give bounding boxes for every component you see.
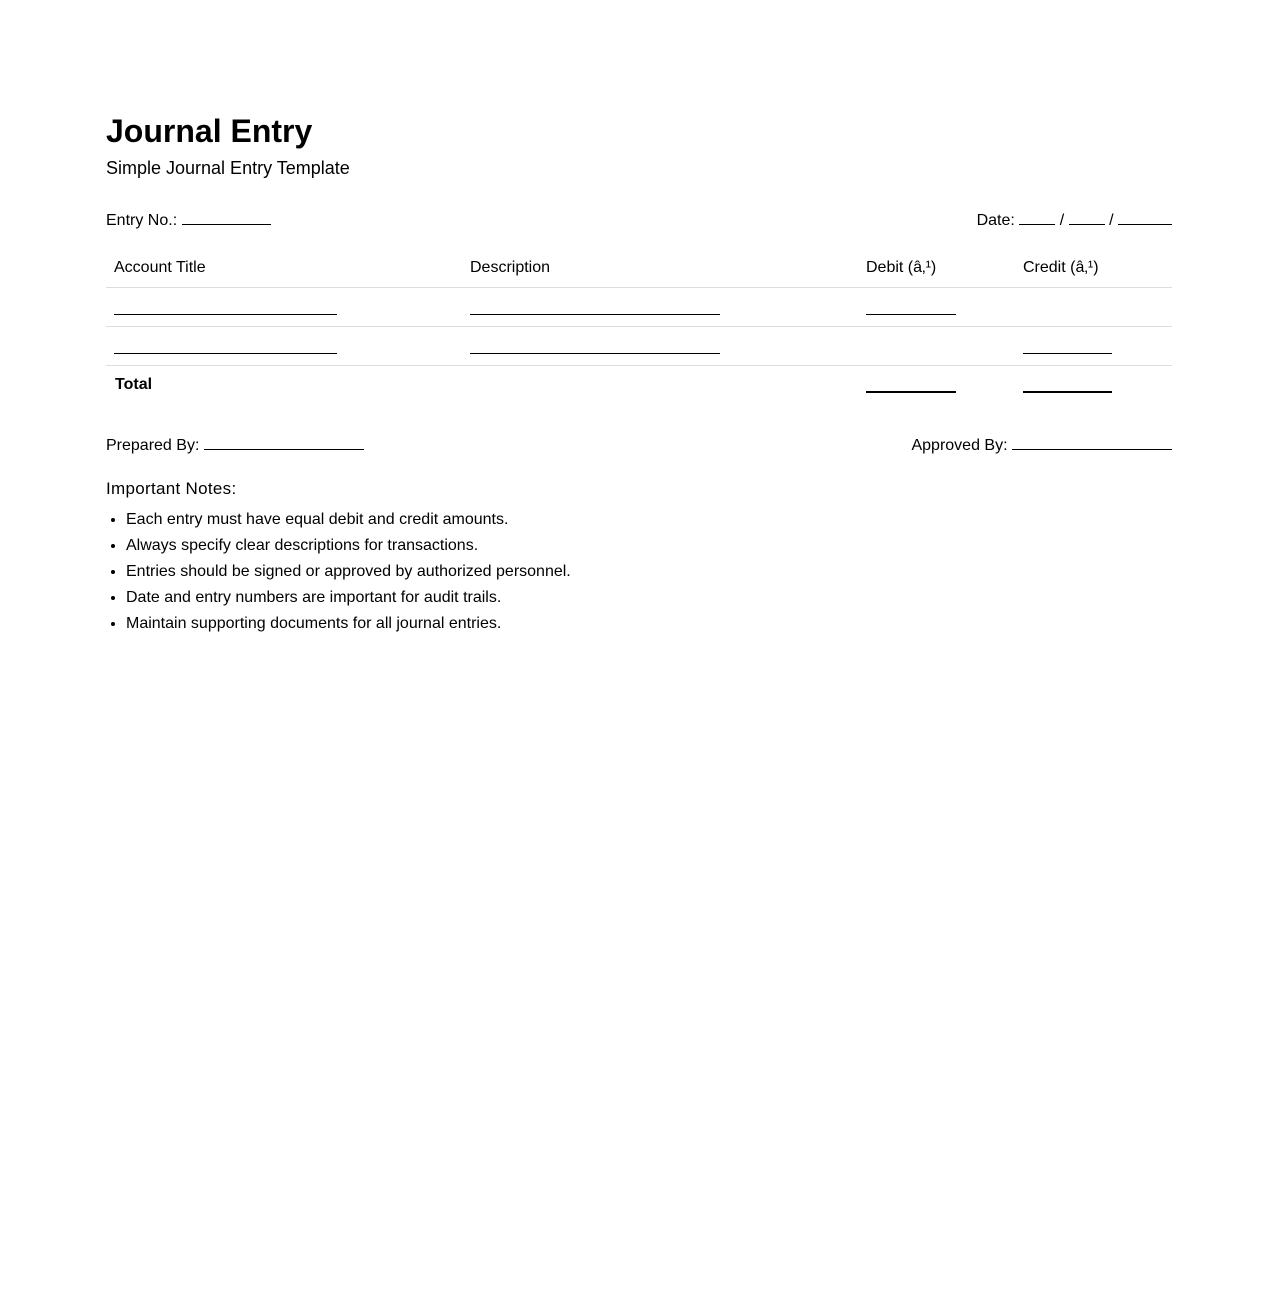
account-title-cell bbox=[106, 327, 462, 366]
credit-amount-blank bbox=[1023, 353, 1112, 354]
entry-number-label: Entry No.: bbox=[106, 212, 178, 229]
table-header-row bbox=[106, 248, 1172, 288]
prepared-by-blank bbox=[204, 435, 364, 450]
approved-by-label: Approved By: bbox=[911, 437, 1008, 454]
list-item: • Date and entry numbers are important for audit trails. bbox=[126, 585, 571, 611]
credit-cell bbox=[1015, 288, 1172, 327]
table-row-credit bbox=[106, 327, 1172, 366]
account-title-blank bbox=[114, 353, 337, 354]
list-item: • Always specify clear descriptions for transactions. bbox=[126, 533, 571, 559]
debit-cell bbox=[858, 327, 1015, 366]
entry-meta-row bbox=[106, 210, 1172, 230]
approved-by-blank bbox=[1012, 435, 1172, 450]
total-description-cell bbox=[462, 366, 858, 405]
entry-number-field bbox=[106, 210, 271, 231]
page-title: Journal Entry bbox=[106, 113, 313, 149]
header-description: Description bbox=[462, 248, 858, 288]
entry-number-blank bbox=[182, 210, 271, 225]
description-cell bbox=[462, 288, 858, 327]
header-credit: Credit (â‚¹) bbox=[1015, 248, 1172, 288]
date-separator: / bbox=[1109, 212, 1114, 229]
total-label: Total bbox=[115, 376, 153, 393]
credit-cell bbox=[1015, 327, 1172, 366]
description-blank bbox=[470, 314, 720, 315]
list-item: • Maintain supporting documents for all journal entries. bbox=[126, 611, 571, 637]
prepared-by-field bbox=[106, 435, 364, 456]
list-item: • Each entry must have equal debit and credit amounts. bbox=[126, 507, 571, 533]
page-subtitle: Simple Journal Entry Template bbox=[106, 158, 350, 178]
description-cell bbox=[462, 327, 858, 366]
total-debit-blank bbox=[866, 391, 956, 393]
notes-list bbox=[106, 507, 571, 637]
date-field bbox=[977, 210, 1172, 231]
description-blank bbox=[470, 353, 720, 354]
date-day-blank bbox=[1019, 210, 1055, 225]
total-debit-cell bbox=[858, 366, 1015, 405]
account-title-cell bbox=[106, 288, 462, 327]
prepared-by-label: Prepared By: bbox=[106, 437, 200, 454]
total-label-cell bbox=[106, 366, 462, 405]
date-label: Date: bbox=[976, 212, 1015, 229]
debit-cell bbox=[858, 288, 1015, 327]
date-month-blank bbox=[1069, 210, 1105, 225]
table-total-row bbox=[106, 366, 1172, 405]
list-item: • Entries should be signed or approved by authorized personnel. bbox=[126, 559, 571, 585]
approved-by-field bbox=[911, 435, 1172, 456]
table-row-debit bbox=[106, 288, 1172, 327]
journal-table bbox=[106, 248, 1172, 404]
notes-title: Important Notes: bbox=[106, 479, 237, 498]
account-title-blank bbox=[114, 314, 337, 315]
debit-amount-blank bbox=[866, 314, 956, 315]
header-account-title: Account Title bbox=[106, 248, 462, 288]
header-debit: Debit (â‚¹) bbox=[858, 248, 1015, 288]
signature-row bbox=[106, 435, 1172, 455]
date-separator: / bbox=[1059, 212, 1065, 229]
date-year-blank bbox=[1118, 210, 1172, 225]
total-credit-cell bbox=[1015, 366, 1172, 405]
total-credit-blank bbox=[1023, 391, 1112, 393]
